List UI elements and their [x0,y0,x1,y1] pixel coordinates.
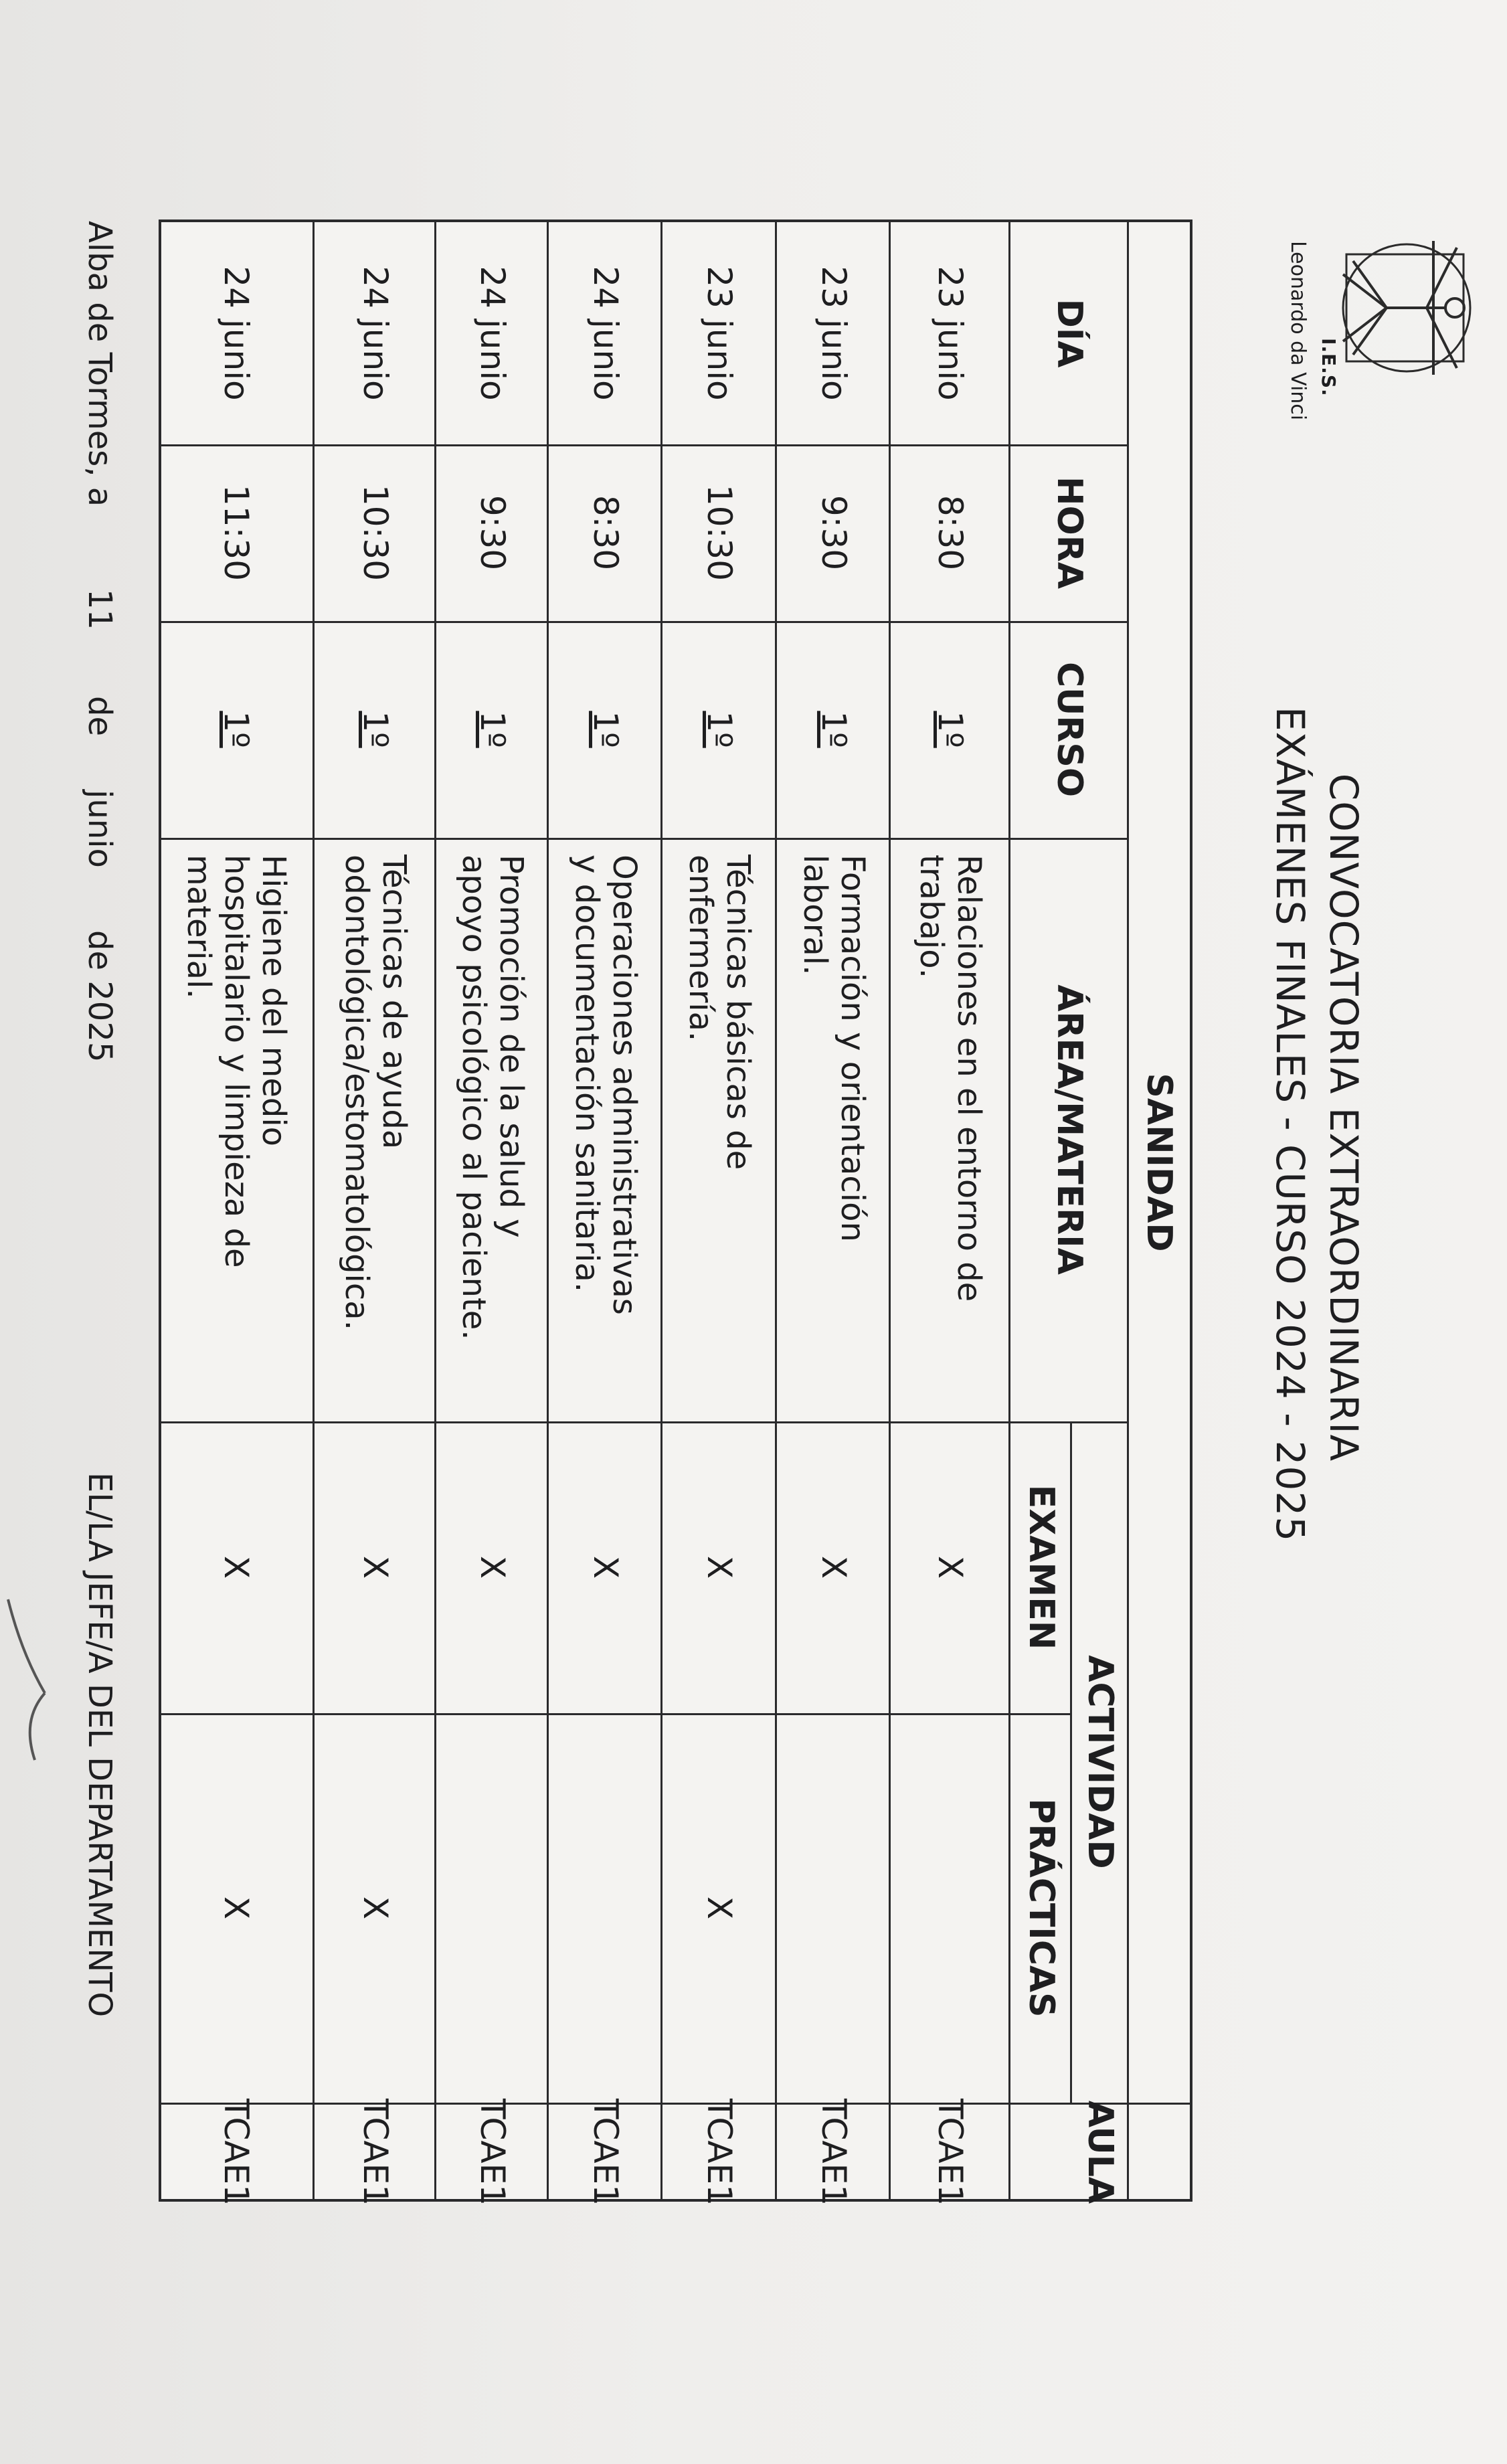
cell-examen: X [586,1555,625,1579]
materia-line: enfermería. [682,855,720,1042]
footer-place: Alba de Tormes, a [81,221,118,507]
col-header-hora: HORA [1049,476,1090,589]
exam-schedule-table [159,219,1192,2206]
cell-dia: 24 junio [217,266,256,401]
cell-examen: X [356,1555,395,1579]
cell-hora: 10:30 [700,484,739,582]
cell-dia: 24 junio [356,266,395,401]
materia-line: odontológica/estomatológica. [338,855,375,1330]
cell-curso: 1º [586,711,625,748]
logo-school-name: Leonardo da Vinci [1286,241,1310,421]
cell-dia: 23 junio [931,266,970,401]
materia-line: trabajo. [913,855,951,978]
materia-line: Formación y orientación [834,855,871,1242]
cell-aula: TCAE1 [356,2098,395,2206]
col-header-practicas: PRÁCTICAS [1021,1798,1061,2018]
cell-practicas [436,1713,549,2103]
cell-curso: 1º [217,711,256,748]
cell-materia [549,838,662,1421]
cell-examen: X [473,1555,512,1579]
materia-line: Relaciones en el entorno de [950,855,988,1302]
cell-examen: X [814,1555,853,1579]
cell-examen: X [931,1555,970,1579]
cell-aula: TCAE1 [473,2098,512,2206]
materia-line: Promoción de la salud y [493,855,530,1238]
cell-dia: 24 junio [586,266,625,401]
col-header-examen: EXAMEN [1021,1484,1061,1650]
footer-year: de 2025 [81,930,118,1063]
col-header-aula: AULA [1080,2100,1120,2204]
cell-aula: TCAE1 [931,2098,970,2206]
cell-curso: 1º [931,711,970,748]
cell-materia [315,838,436,1421]
cell-examen: X [217,1555,256,1579]
materia-line: hospitalario y limpieza de [217,855,256,1268]
cell-practicas: X [700,1896,739,1920]
footer-month: junio [81,790,118,868]
footer-signer: EL/LA JEFE/A DEL DEPARTAMENTO [81,1472,118,2018]
signature-mark-icon [1,1593,48,1767]
materia-line: laboral. [796,855,834,976]
materia-line: y documentación sanitaria. [568,855,606,1293]
col-header-dia: DÍA [1049,298,1090,368]
cell-curso: 1º [473,711,512,748]
cell-practicas [549,1713,662,2103]
cell-practicas: X [356,1896,395,1920]
cell-practicas [891,1713,1010,2103]
materia-line: Higiene del medio [255,855,293,1147]
cell-hora: 8:30 [931,495,970,571]
cell-dia: 23 junio [814,266,853,401]
cell-curso: 1º [700,711,739,748]
section-title: SANIDAD [1139,1073,1180,1252]
cell-hora: 9:30 [814,495,853,571]
cell-hora: 8:30 [586,495,625,571]
cell-hora: 10:30 [356,484,395,582]
cell-aula: TCAE1 [700,2098,739,2206]
cell-materia [777,838,891,1421]
cell-examen: X [700,1555,739,1579]
materia-line: Operaciones administrativas [606,855,643,1315]
document-subtitle: EXÁMENES FINALES - CURSO 2024 - 2025 [1267,706,1313,1543]
cell-hora: 9:30 [473,495,512,571]
cell-hora: 11:30 [217,484,256,582]
cell-curso: 1º [814,711,853,748]
cell-dia: 24 junio [473,266,512,401]
cell-practicas: X [217,1896,256,1920]
footer-day: 11 [81,589,118,630]
footer-de: de [81,696,118,736]
cell-aula: TCAE1 [814,2098,853,2206]
col-header-materia: ÁREA/MATERIA [1049,984,1090,1275]
cell-aula: TCAE1 [217,2098,256,2206]
cell-materia [662,838,777,1421]
cell-materia [891,838,1010,1421]
vitruvian-logo-icon [1279,221,1480,442]
col-header-curso: CURSO [1049,661,1090,798]
col-header-actividad: ACTIVIDAD [1080,1655,1121,1869]
materia-line: apoyo psicológico al paciente. [455,855,493,1340]
logo-ies-text: I.E.S. [1318,338,1340,397]
materia-line: material. [180,855,218,999]
materia-line: Técnicas básicas de [719,855,758,1170]
cell-dia: 23 junio [700,266,739,401]
cell-practicas [777,1713,891,2103]
cell-materia [436,838,549,1421]
materia-line: Técnicas de ayuda [375,855,413,1150]
cell-curso: 1º [356,711,395,748]
cell-materia [159,838,315,1421]
cell-aula: TCAE1 [586,2098,625,2206]
document-title: CONVOCATORIA EXTRAORDINARIA [1321,773,1366,1462]
